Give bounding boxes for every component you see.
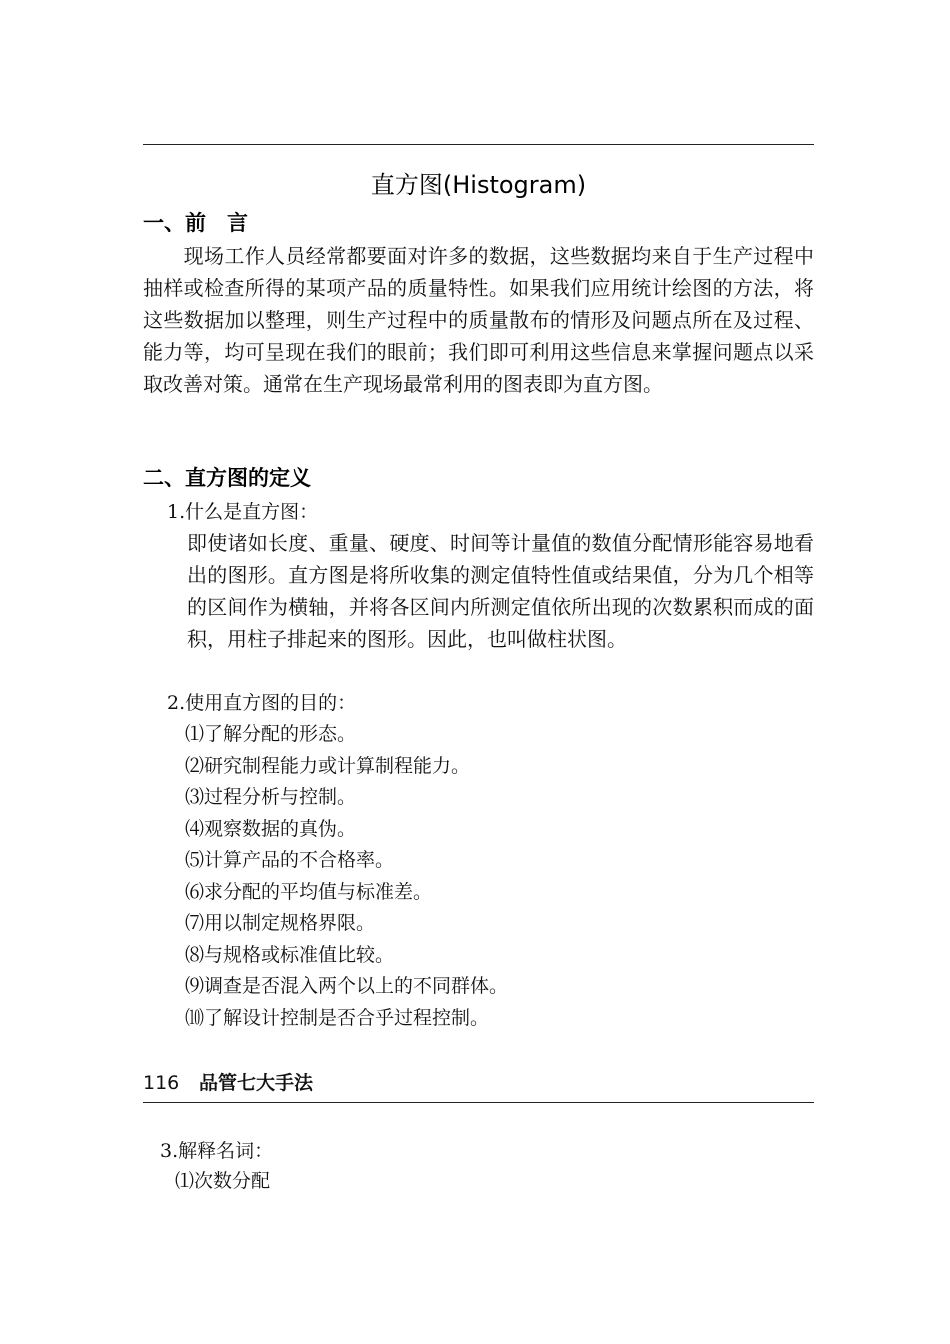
preface-paragraph: 现场工作人员经常都要面对许多的数据，这些数据均来自于生产过程中抽样或检查所得的某项产品的质量特性。如果我们应用统计绘图的方法，将这些数据加以整理，则生产过程中的质量散布的情形及问题点所在及过程、能力等，均可呈现在我们的眼前；我们即可利用这些信息来掌握问题点以采取改善对策。通常在生产现场最常利用的图表即为直方图。 [143, 244, 814, 396]
list-item: ⑼调查是否混入两个以上的不同群体。 [185, 975, 509, 997]
list-item: ⑷观察数据的真伪。 [185, 817, 357, 840]
footer-rule [143, 1102, 814, 1103]
page-title: 直方图(Histogram) [370, 171, 587, 199]
list-item: ⑹求分配的平均值与标准差。 [185, 880, 433, 903]
section-heading-preface: 一、前 言 [143, 211, 248, 235]
list-item: ⑶过程分析与控制。 [185, 786, 357, 808]
purpose-list [185, 719, 508, 1034]
list-item: ⑵研究制程能力或计算制程能力。 [185, 754, 471, 777]
list-item: ⑺用以制定规格界限。 [185, 912, 376, 934]
sub-heading-what-is-histogram: 1.什么是直方图： [167, 501, 319, 523]
book-title: 品管七大手法 [199, 1072, 314, 1094]
sub-heading-purpose: 2.使用直方图的目的： [167, 692, 357, 714]
list-item: ⑴了解分配的形态。 [185, 723, 357, 745]
section-heading-definition: 二、直方图的定义 [143, 466, 311, 490]
list-item: ⑸计算产品的不合格率。 [185, 849, 395, 871]
top-rule [143, 144, 814, 145]
sub-heading-terms: 3.解释名词： [160, 1140, 274, 1162]
page-footer [143, 1068, 313, 1098]
terms-item-frequency-distribution: ⑴次数分配 [175, 1170, 271, 1192]
list-item: ⑻与规格或标准值比较。 [185, 943, 395, 966]
page-number: 116 [143, 1072, 180, 1094]
definition-paragraph: 即使诸如长度、重量、硬度、时间等计量值的数值分配情形能容易地看出的图形。直方图是将所收集的测定值特性值或结果值，分为几个相等的区间作为横轴，并将各区间内所测定值依所出现的次数累积而成的面积，用柱子排起来的图形。因此，也叫做柱状图。 [187, 531, 814, 651]
list-item: ⑽了解设计控制是否合乎过程控制。 [185, 1006, 490, 1029]
